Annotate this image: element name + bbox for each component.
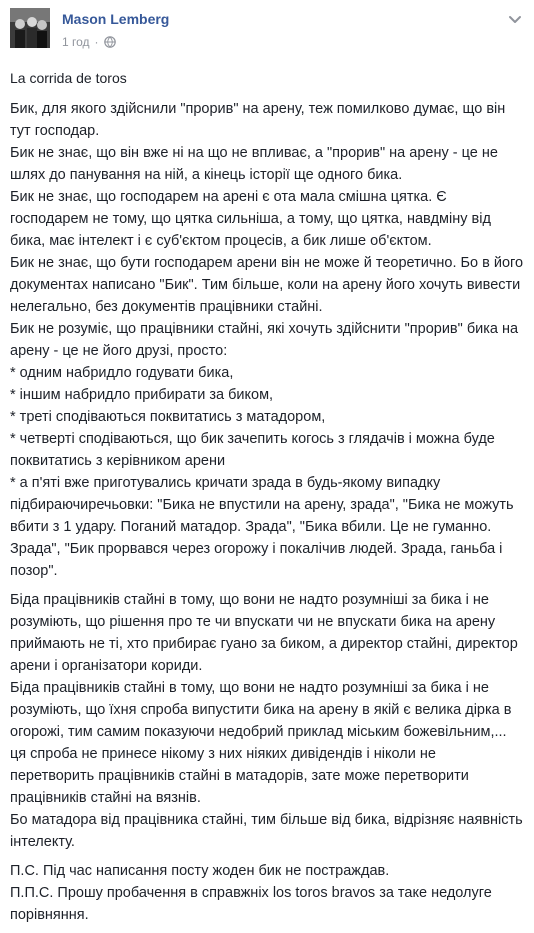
post-line: Біда працівників стайні в тому, що вони не надто розумніші за бика і не розуміють, що рішення про те чи впускати чи не впускати бика на арену приймають не ті, хто прибирає гуано за биком, а директор стайні, директор арени і організатори кориди. xyxy=(10,592,518,674)
post-line: Бик не знає, що він вже ні на що не впливає, а "прорив" на арену - це не шлях до панування на ній, а кінець історії ще одного бика. xyxy=(10,145,498,183)
post-line: Бик, для якого здійснили "прорив" на арену, теж помилково думає, що він тут господар. xyxy=(10,101,506,139)
post-title: La corrida de toros xyxy=(10,70,127,86)
list-item: * одним набридло годувати бика, xyxy=(10,365,234,381)
chevron-down-icon[interactable] xyxy=(508,12,522,26)
post-timestamp[interactable]: 1 год xyxy=(62,35,90,49)
post-content xyxy=(0,60,534,933)
post-paragraph xyxy=(10,98,524,582)
list-item: * треті сподіваються поквитатись з матадором, xyxy=(10,409,326,425)
avatar[interactable] xyxy=(10,8,50,48)
list-item: * четверті сподіваються, що бик зачепить когось з глядачів і можна буде поквитатись з керівником арени xyxy=(10,431,495,469)
post-paragraph xyxy=(10,589,524,853)
post-line: П.П.С. Прошу пробачення в справжніх los toros bravos за таке недолуге порівняння. xyxy=(10,885,492,923)
meta-separator: · xyxy=(94,35,99,49)
author-name[interactable]: Mason Lemberg xyxy=(62,11,170,27)
globe-icon xyxy=(104,36,116,48)
post-line: Бик не знає, що господарем на арені є ота мала смішна цятка. Є господарем не тому, що цятка сильніша, а тому, що цятка, навдміну від бика, має інтелект і є суб'єктом процесів, а бик лише об'єктом. xyxy=(10,189,491,249)
post-header xyxy=(0,0,534,60)
post-meta xyxy=(62,35,116,49)
post-line: Бик не розуміє, що працівники стайні, які хочуть здійснити "прорив" бика на арену - це не його друзі, просто: xyxy=(10,321,519,359)
post-line: Біда працівників стайні в тому, що вони не надто розумніші за бика і не розуміють, що їхня спроба випустити бика на арену в якій є велика дірка в огорожі, тим самим показуючи недобрий приклад міським божевільним,... ця спроба не принесе нікому з них ніяких дивідендів і ніколи не перетворить працівників стайні в матадорів, зате може перетворити працівників стайні на вязнів. xyxy=(10,680,512,806)
post-line: Бо матадора від працівника стайні, тим більше від бика, відрізняє наявність інтелекту. xyxy=(10,812,523,850)
list-item: * іншим набридло прибирати за биком, xyxy=(10,387,274,403)
post-paragraph xyxy=(10,860,524,926)
post-line: Бик не знає, що бути господарем арени він не може й теоретично. Бо в його документах написано "Бик". Тим більше, коли на арену його хочуть вивести нелегально, без документів працівники стайні. xyxy=(10,255,524,315)
post-line: П.С. Під час написання посту жоден бик не постраждав. xyxy=(10,863,390,879)
list-item: * а п'яті вже приготувались кричати зрада в будь-якому випадку підбираючиречьовки: "Бика не впустили на арену, зрада", "Бика не можуть вбити з 1 удару. Поганий матадор. Зрада", "Бика вбили. Це не гуманно. Зрада", "Бик прорвався через огорожу і покалічив людей. Зрада, ганьба і позор". xyxy=(10,475,514,579)
